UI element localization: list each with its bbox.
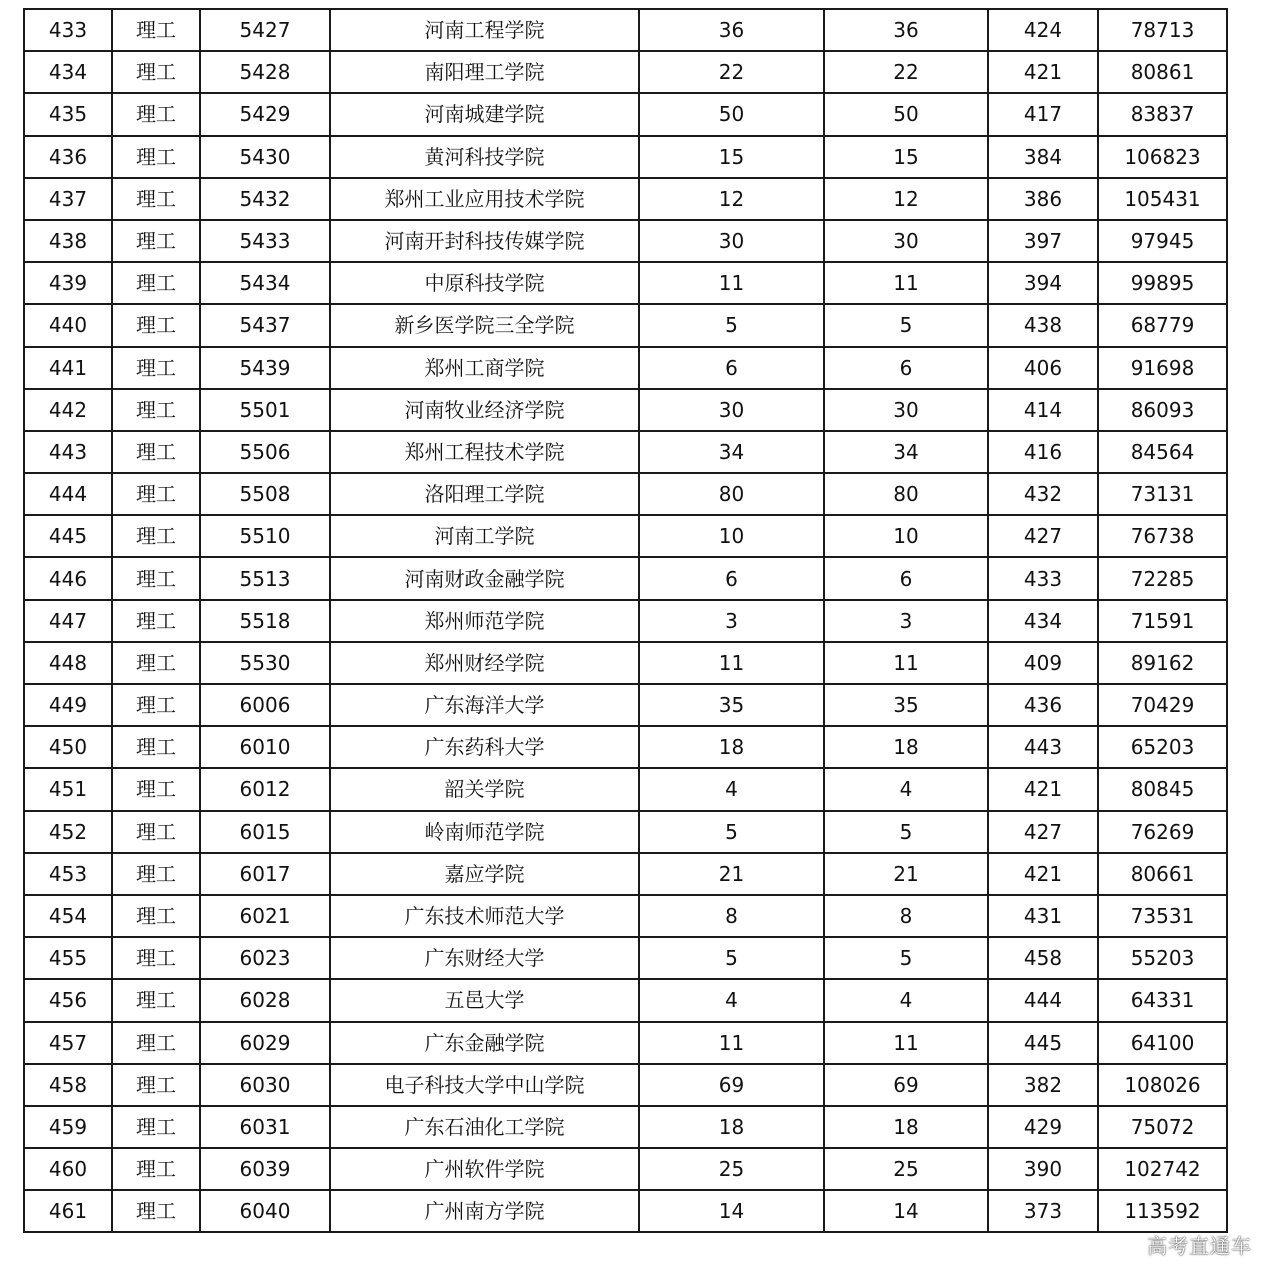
cell-plan-count: 11: [639, 642, 824, 684]
cell-plan-count: 34: [639, 431, 824, 473]
cell-school-name: 河南城建学院: [330, 93, 639, 135]
cell-min-rank: 72285: [1098, 557, 1227, 599]
cell-plan-count: 5: [639, 937, 824, 979]
cell-min-score: 445: [988, 1022, 1098, 1064]
cell-category: 理工: [112, 1190, 200, 1232]
cell-row-number: 453: [24, 853, 112, 895]
cell-row-number: 461: [24, 1190, 112, 1232]
cell-row-number: 436: [24, 136, 112, 178]
cell-admit-count: 3: [824, 600, 988, 642]
cell-min-rank: 80845: [1098, 768, 1227, 810]
cell-row-number: 441: [24, 347, 112, 389]
cell-admit-count: 11: [824, 1022, 988, 1064]
cell-min-rank: 70429: [1098, 684, 1227, 726]
cell-school-code: 5437: [200, 304, 330, 346]
cell-plan-count: 36: [639, 9, 824, 51]
cell-school-name: 嘉应学院: [330, 853, 639, 895]
cell-plan-count: 3: [639, 600, 824, 642]
cell-school-name: 广东财经大学: [330, 937, 639, 979]
table-row: [24, 93, 1227, 135]
cell-category: 理工: [112, 136, 200, 178]
cell-row-number: 438: [24, 220, 112, 262]
cell-admit-count: 6: [824, 557, 988, 599]
cell-school-name: 广州软件学院: [330, 1148, 639, 1190]
cell-school-code: 6010: [200, 726, 330, 768]
cell-category: 理工: [112, 600, 200, 642]
table-row: [24, 642, 1227, 684]
cell-admit-count: 11: [824, 262, 988, 304]
cell-admit-count: 30: [824, 389, 988, 431]
cell-category: 理工: [112, 684, 200, 726]
cell-school-name: 郑州工程技术学院: [330, 431, 639, 473]
cell-plan-count: 12: [639, 178, 824, 220]
cell-admit-count: 6: [824, 347, 988, 389]
cell-min-score: 416: [988, 431, 1098, 473]
cell-category: 理工: [112, 304, 200, 346]
cell-school-code: 6030: [200, 1064, 330, 1106]
cell-plan-count: 4: [639, 768, 824, 810]
cell-row-number: 434: [24, 51, 112, 93]
table-row: [24, 1022, 1227, 1064]
cell-school-name: 五邑大学: [330, 979, 639, 1021]
cell-school-name: 广州南方学院: [330, 1190, 639, 1232]
table-row: [24, 9, 1227, 51]
cell-min-rank: 97945: [1098, 220, 1227, 262]
cell-plan-count: 21: [639, 853, 824, 895]
cell-plan-count: 5: [639, 304, 824, 346]
cell-min-rank: 64331: [1098, 979, 1227, 1021]
cell-row-number: 449: [24, 684, 112, 726]
cell-school-code: 5429: [200, 93, 330, 135]
cell-category: 理工: [112, 347, 200, 389]
cell-row-number: 435: [24, 93, 112, 135]
table-row: [24, 726, 1227, 768]
cell-school-code: 5501: [200, 389, 330, 431]
cell-school-name: 新乡医学院三全学院: [330, 304, 639, 346]
cell-plan-count: 30: [639, 389, 824, 431]
cell-school-code: 5428: [200, 51, 330, 93]
cell-school-name: 河南工程学院: [330, 9, 639, 51]
cell-row-number: 450: [24, 726, 112, 768]
cell-plan-count: 35: [639, 684, 824, 726]
table-row: [24, 304, 1227, 346]
cell-school-code: 5506: [200, 431, 330, 473]
cell-category: 理工: [112, 262, 200, 304]
cell-plan-count: 80: [639, 473, 824, 515]
cell-row-number: 448: [24, 642, 112, 684]
cell-min-rank: 106823: [1098, 136, 1227, 178]
cell-row-number: 437: [24, 178, 112, 220]
table-row: [24, 1064, 1227, 1106]
cell-school-code: 5434: [200, 262, 330, 304]
cell-plan-count: 6: [639, 347, 824, 389]
cell-row-number: 443: [24, 431, 112, 473]
table-row: [24, 431, 1227, 473]
cell-min-rank: 68779: [1098, 304, 1227, 346]
cell-admit-count: 18: [824, 726, 988, 768]
cell-plan-count: 50: [639, 93, 824, 135]
cell-min-score: 406: [988, 347, 1098, 389]
cell-admit-count: 5: [824, 811, 988, 853]
cell-admit-count: 50: [824, 93, 988, 135]
cell-min-rank: 73531: [1098, 895, 1227, 937]
cell-row-number: 459: [24, 1106, 112, 1148]
cell-category: 理工: [112, 979, 200, 1021]
cell-admit-count: 21: [824, 853, 988, 895]
cell-plan-count: 6: [639, 557, 824, 599]
cell-min-score: 434: [988, 600, 1098, 642]
cell-school-code: 6040: [200, 1190, 330, 1232]
cell-row-number: 451: [24, 768, 112, 810]
cell-admit-count: 4: [824, 768, 988, 810]
cell-category: 理工: [112, 93, 200, 135]
cell-min-score: 390: [988, 1148, 1098, 1190]
cell-row-number: 457: [24, 1022, 112, 1064]
cell-min-rank: 108026: [1098, 1064, 1227, 1106]
cell-school-code: 5530: [200, 642, 330, 684]
cell-school-code: 5508: [200, 473, 330, 515]
cell-min-score: 433: [988, 557, 1098, 599]
table-row: [24, 811, 1227, 853]
cell-min-score: 429: [988, 1106, 1098, 1148]
cell-plan-count: 22: [639, 51, 824, 93]
cell-school-code: 5433: [200, 220, 330, 262]
cell-row-number: 454: [24, 895, 112, 937]
cell-min-rank: 73131: [1098, 473, 1227, 515]
cell-school-name: 洛阳理工学院: [330, 473, 639, 515]
cell-admit-count: 4: [824, 979, 988, 1021]
table-row: [24, 51, 1227, 93]
cell-school-name: 广东石油化工学院: [330, 1106, 639, 1148]
cell-row-number: 455: [24, 937, 112, 979]
cell-admit-count: 12: [824, 178, 988, 220]
cell-min-score: 373: [988, 1190, 1098, 1232]
cell-school-code: 5513: [200, 557, 330, 599]
cell-plan-count: 30: [639, 220, 824, 262]
cell-plan-count: 14: [639, 1190, 824, 1232]
cell-min-score: 414: [988, 389, 1098, 431]
table-row: [24, 136, 1227, 178]
table-row: [24, 220, 1227, 262]
cell-school-code: 6012: [200, 768, 330, 810]
cell-min-score: 443: [988, 726, 1098, 768]
cell-plan-count: 25: [639, 1148, 824, 1190]
cell-school-code: 5439: [200, 347, 330, 389]
table-row: [24, 262, 1227, 304]
cell-min-rank: 102742: [1098, 1148, 1227, 1190]
cell-admit-count: 25: [824, 1148, 988, 1190]
cell-school-code: 6028: [200, 979, 330, 1021]
table-row: [24, 1148, 1227, 1190]
cell-school-name: 郑州工商学院: [330, 347, 639, 389]
table-row: [24, 600, 1227, 642]
cell-row-number: 460: [24, 1148, 112, 1190]
cell-category: 理工: [112, 1106, 200, 1148]
cell-school-name: 郑州师范学院: [330, 600, 639, 642]
cell-admit-count: 34: [824, 431, 988, 473]
cell-row-number: 433: [24, 9, 112, 51]
cell-category: 理工: [112, 220, 200, 262]
table-row: [24, 937, 1227, 979]
cell-min-score: 427: [988, 515, 1098, 557]
cell-min-score: 421: [988, 853, 1098, 895]
cell-row-number: 452: [24, 811, 112, 853]
cell-category: 理工: [112, 178, 200, 220]
cell-plan-count: 11: [639, 262, 824, 304]
cell-category: 理工: [112, 853, 200, 895]
cell-row-number: 447: [24, 600, 112, 642]
cell-min-score: 438: [988, 304, 1098, 346]
cell-school-name: 韶关学院: [330, 768, 639, 810]
cell-school-code: 6029: [200, 1022, 330, 1064]
cell-school-name: 南阳理工学院: [330, 51, 639, 93]
cell-min-score: 431: [988, 895, 1098, 937]
cell-admit-count: 5: [824, 304, 988, 346]
cell-min-score: 394: [988, 262, 1098, 304]
cell-school-code: 5510: [200, 515, 330, 557]
cell-admit-count: 8: [824, 895, 988, 937]
cell-school-code: 5432: [200, 178, 330, 220]
cell-plan-count: 4: [639, 979, 824, 1021]
cell-row-number: 439: [24, 262, 112, 304]
cell-min-score: 436: [988, 684, 1098, 726]
cell-min-score: 427: [988, 811, 1098, 853]
cell-school-code: 5518: [200, 600, 330, 642]
cell-min-rank: 84564: [1098, 431, 1227, 473]
cell-school-name: 广东技术师范大学: [330, 895, 639, 937]
cell-admit-count: 69: [824, 1064, 988, 1106]
cell-admit-count: 22: [824, 51, 988, 93]
cell-admit-count: 5: [824, 937, 988, 979]
cell-admit-count: 10: [824, 515, 988, 557]
cell-category: 理工: [112, 1022, 200, 1064]
cell-school-name: 河南牧业经济学院: [330, 389, 639, 431]
cell-plan-count: 11: [639, 1022, 824, 1064]
cell-school-name: 广东海洋大学: [330, 684, 639, 726]
table-row: [24, 389, 1227, 431]
cell-min-score: 421: [988, 51, 1098, 93]
cell-school-name: 河南工学院: [330, 515, 639, 557]
cell-min-score: 444: [988, 979, 1098, 1021]
cell-school-name: 中原科技学院: [330, 262, 639, 304]
table-row: [24, 515, 1227, 557]
cell-min-score: 382: [988, 1064, 1098, 1106]
cell-min-rank: 64100: [1098, 1022, 1227, 1064]
table-row: [24, 768, 1227, 810]
cell-min-rank: 105431: [1098, 178, 1227, 220]
cell-min-score: 432: [988, 473, 1098, 515]
cell-min-score: 417: [988, 93, 1098, 135]
cell-category: 理工: [112, 51, 200, 93]
cell-min-rank: 76738: [1098, 515, 1227, 557]
cell-admit-count: 14: [824, 1190, 988, 1232]
admission-table: [23, 8, 1228, 1233]
table-row: [24, 895, 1227, 937]
table-row: [24, 557, 1227, 599]
cell-category: 理工: [112, 1064, 200, 1106]
cell-school-name: 郑州工业应用技术学院: [330, 178, 639, 220]
cell-min-rank: 91698: [1098, 347, 1227, 389]
cell-category: 理工: [112, 937, 200, 979]
cell-admit-count: 18: [824, 1106, 988, 1148]
table-row: [24, 979, 1227, 1021]
cell-min-score: 386: [988, 178, 1098, 220]
watermark: 高考直通车: [1147, 1234, 1252, 1258]
cell-school-code: 6031: [200, 1106, 330, 1148]
cell-admit-count: 36: [824, 9, 988, 51]
cell-category: 理工: [112, 473, 200, 515]
cell-min-score: 458: [988, 937, 1098, 979]
cell-plan-count: 18: [639, 1106, 824, 1148]
cell-row-number: 458: [24, 1064, 112, 1106]
cell-school-code: 5430: [200, 136, 330, 178]
cell-min-score: 384: [988, 136, 1098, 178]
cell-category: 理工: [112, 431, 200, 473]
admission-table-container: [23, 8, 1226, 1233]
cell-category: 理工: [112, 726, 200, 768]
table-row: [24, 684, 1227, 726]
cell-min-rank: 55203: [1098, 937, 1227, 979]
cell-school-name: 黄河科技学院: [330, 136, 639, 178]
cell-min-rank: 80661: [1098, 853, 1227, 895]
cell-school-code: 6006: [200, 684, 330, 726]
cell-plan-count: 10: [639, 515, 824, 557]
cell-plan-count: 15: [639, 136, 824, 178]
cell-plan-count: 8: [639, 895, 824, 937]
cell-min-rank: 89162: [1098, 642, 1227, 684]
cell-min-score: 421: [988, 768, 1098, 810]
cell-min-rank: 71591: [1098, 600, 1227, 642]
cell-category: 理工: [112, 9, 200, 51]
cell-school-name: 郑州财经学院: [330, 642, 639, 684]
cell-category: 理工: [112, 768, 200, 810]
table-row: [24, 347, 1227, 389]
cell-min-score: 409: [988, 642, 1098, 684]
cell-min-rank: 86093: [1098, 389, 1227, 431]
table-row: [24, 853, 1227, 895]
cell-plan-count: 18: [639, 726, 824, 768]
cell-school-code: 6017: [200, 853, 330, 895]
table-row: [24, 178, 1227, 220]
cell-category: 理工: [112, 557, 200, 599]
cell-min-rank: 80861: [1098, 51, 1227, 93]
cell-school-code: 6039: [200, 1148, 330, 1190]
cell-category: 理工: [112, 515, 200, 557]
cell-school-name: 河南开封科技传媒学院: [330, 220, 639, 262]
table-row: [24, 473, 1227, 515]
cell-school-name: 河南财政金融学院: [330, 557, 639, 599]
cell-school-name: 广东药科大学: [330, 726, 639, 768]
cell-row-number: 446: [24, 557, 112, 599]
cell-row-number: 440: [24, 304, 112, 346]
cell-admit-count: 80: [824, 473, 988, 515]
table-row: [24, 1190, 1227, 1232]
table-body: [24, 9, 1227, 1232]
cell-admit-count: 35: [824, 684, 988, 726]
cell-school-code: 6021: [200, 895, 330, 937]
cell-min-rank: 113592: [1098, 1190, 1227, 1232]
cell-row-number: 456: [24, 979, 112, 1021]
table-row: [24, 1106, 1227, 1148]
cell-category: 理工: [112, 895, 200, 937]
cell-min-rank: 75072: [1098, 1106, 1227, 1148]
cell-category: 理工: [112, 642, 200, 684]
cell-school-code: 5427: [200, 9, 330, 51]
cell-admit-count: 30: [824, 220, 988, 262]
cell-category: 理工: [112, 389, 200, 431]
cell-min-rank: 78713: [1098, 9, 1227, 51]
cell-row-number: 442: [24, 389, 112, 431]
cell-school-name: 电子科技大学中山学院: [330, 1064, 639, 1106]
cell-category: 理工: [112, 1148, 200, 1190]
cell-school-code: 6023: [200, 937, 330, 979]
cell-row-number: 445: [24, 515, 112, 557]
cell-admit-count: 15: [824, 136, 988, 178]
cell-plan-count: 5: [639, 811, 824, 853]
cell-min-score: 424: [988, 9, 1098, 51]
cell-min-rank: 76269: [1098, 811, 1227, 853]
cell-plan-count: 69: [639, 1064, 824, 1106]
cell-category: 理工: [112, 811, 200, 853]
cell-admit-count: 11: [824, 642, 988, 684]
cell-min-score: 397: [988, 220, 1098, 262]
cell-min-rank: 65203: [1098, 726, 1227, 768]
cell-min-rank: 99895: [1098, 262, 1227, 304]
cell-min-rank: 83837: [1098, 93, 1227, 135]
cell-school-name: 岭南师范学院: [330, 811, 639, 853]
cell-row-number: 444: [24, 473, 112, 515]
cell-school-name: 广东金融学院: [330, 1022, 639, 1064]
cell-school-code: 6015: [200, 811, 330, 853]
